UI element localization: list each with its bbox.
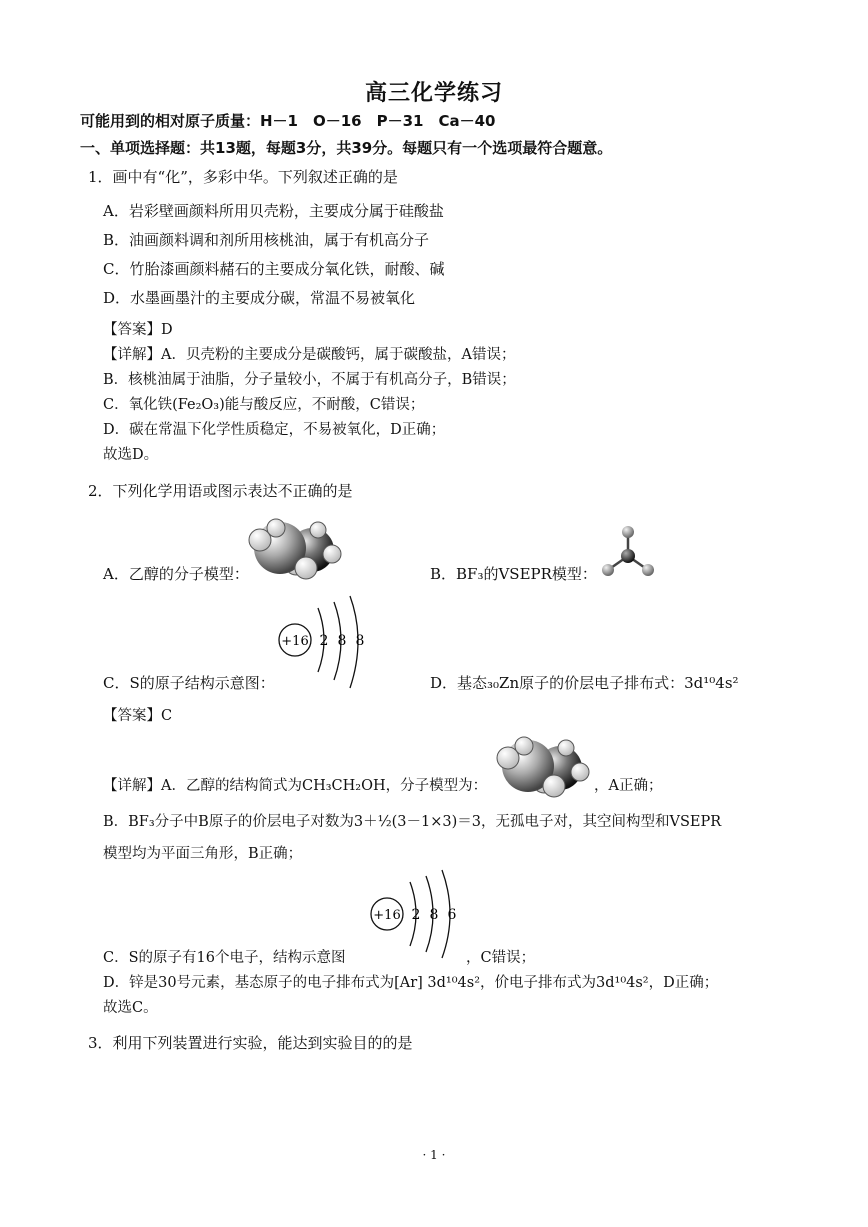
q2-explain-a-end: ，A正确；: [594, 778, 663, 794]
bf3-vsepr-model-image: [596, 522, 660, 582]
shell-3-electrons: 8: [355, 633, 365, 649]
ethanol-model-image-explain: [494, 730, 592, 800]
q2-explain-b-line2: 模型均为平面三角形，B正确；: [103, 846, 303, 862]
section-heading: 一、单项选择题：共13题，每题3分，共39分。每题只有一个选项最符合题意。: [80, 139, 613, 157]
q3-stem: 3．利用下列装置进行实验，能达到实验目的的是: [88, 1034, 413, 1052]
q2-explain-c-text: C．S的原子有16个电子，结构示意图: [103, 950, 346, 966]
q2-option-c: C．S的原子结构示意图：: [103, 674, 275, 692]
shell-2-electrons-2: 8: [429, 907, 439, 923]
q2-explain-a-text: 【详解】A．乙醇的结构简式为CH₃CH₂OH，分子模型为：: [103, 778, 488, 794]
q1-option-b: B．油画颜料调和剂所用核桃油，属于有机高分子: [103, 231, 430, 249]
shell-3-electrons-2: 6: [447, 907, 457, 923]
nucleus-charge: +16: [281, 634, 309, 649]
atomic-masses: 可能用到的相对原子质量：H－1 O－16 P－31 Ca－40: [80, 112, 496, 130]
shell-1-electrons-2: 2: [411, 907, 421, 923]
q1-explain-b: B．核桃油属于油脂，分子量较小，不属于有机高分子，B错误；: [103, 372, 516, 388]
q2-answer: 【答案】C: [103, 708, 173, 724]
shell-2-electrons: 8: [337, 633, 347, 649]
q1-explain-c: C．氧化铁(Fe₂O₃)能与酸反应，不耐酸，C错误；: [103, 397, 425, 413]
q1-option-c: C．竹胎漆画颜料赭石的主要成分氧化铁，耐酸、碱: [103, 260, 445, 278]
nucleus-charge-2: +16: [373, 908, 401, 923]
q2-explain-d: D．锌是30号元素，基态原子的电子排布式为[Ar] 3d¹⁰4s²，价电子排布式为3d¹⁰4s²，D正确；: [103, 975, 719, 991]
page-number: · 1 ·: [422, 1148, 446, 1162]
q2-option-d: D．基态₃₀Zn原子的价层电子排布式：3d¹⁰4s²: [430, 674, 739, 692]
q1-option-a: A．岩彩壁画颜料所用贝壳粉，主要成分属于硅酸盐: [103, 202, 444, 220]
page-title: 高三化学练习: [364, 81, 503, 106]
shell-1-electrons: 2: [319, 633, 329, 649]
q1-stem: 1．画中有“化”，多彩中华。下列叙述正确的是: [88, 168, 398, 186]
sulfur-atom-structure-diagram-explain: [368, 868, 464, 960]
q2-explain-b-line1: B．BF₃分子中B原子的价层电子对数为3＋½(3－1×3)＝3，无孤电子对，其空间构型和VSEPR: [103, 814, 722, 830]
q2-conclusion: 故选C。: [103, 1000, 158, 1016]
ethanol-model-image: [246, 512, 344, 582]
q2-explain-c-end: ，C错误；: [466, 950, 536, 966]
q2-option-a: A．乙醇的分子模型：: [103, 565, 249, 583]
q1-explain-d: D．碳在常温下化学性质稳定，不易被氧化，D正确；: [103, 422, 446, 438]
q1-answer: 【答案】D: [103, 322, 173, 338]
q2-option-b: B．BF₃的VSEPR模型：: [430, 565, 597, 583]
q1-conclusion: 故选D。: [103, 447, 159, 463]
q1-explain-a: 【详解】A．贝壳粉的主要成分是碳酸钙，属于碳酸盐，A错误；: [103, 347, 516, 363]
q2-stem: 2．下列化学用语或图示表达不正确的是: [88, 482, 353, 500]
q1-option-d: D．水墨画墨汁的主要成分碳，常温不易被氧化: [103, 289, 416, 307]
sulfur-atom-structure-diagram: [276, 594, 372, 690]
